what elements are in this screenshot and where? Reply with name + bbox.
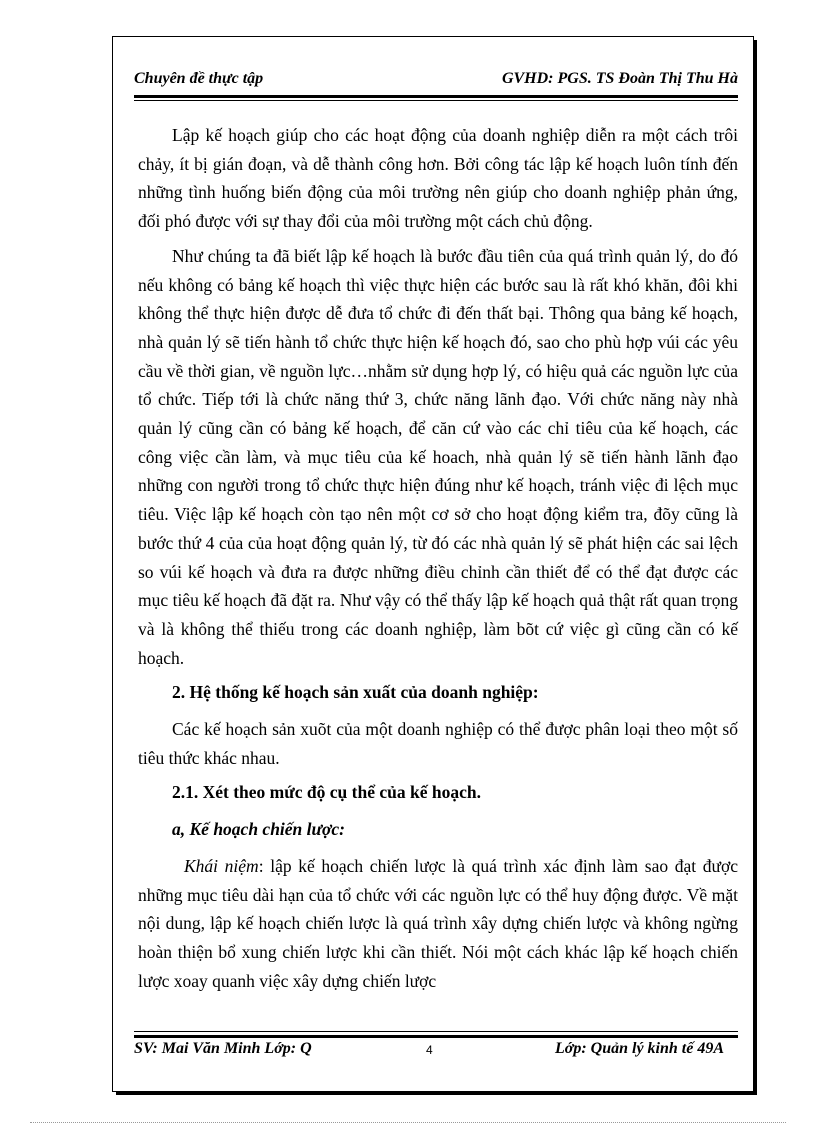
footer-class: Lớp: Quản lý kinh tế 49A <box>554 1040 724 1057</box>
paragraph-classification: Các kế hoạch sản xuõt của một doanh nghiệp có thể được phân loại theo một số tiêu thức khác nhau. <box>138 719 738 768</box>
header-rule-thin <box>134 100 738 101</box>
page-border-shadow-right <box>753 40 757 1094</box>
footer-rule-thin <box>134 1031 738 1032</box>
page-number: 4 <box>426 1043 433 1057</box>
page-footer <box>134 1040 738 1062</box>
header-rule-thick <box>134 95 738 98</box>
subsection-heading-a: a, Kế hoạch chiến lược: <box>172 819 345 840</box>
footer-rule-thick <box>134 1035 738 1038</box>
header-title: Chuyên đề thực tập <box>134 70 264 87</box>
page-border-shadow-bottom <box>116 1091 757 1095</box>
paragraph-concept <box>138 852 738 996</box>
header-supervisor: GVHD: PGS. TS Đoàn Thị Thu Hà <box>501 70 738 87</box>
page-header <box>134 70 738 92</box>
footer-student: SV: Mai Văn Minh Lớp: Q <box>134 1040 312 1057</box>
concept-label: Khái niệm <box>184 855 259 876</box>
page-content <box>138 121 738 995</box>
section-heading-2: 2. Hệ thống kế hoạch sản xuất của doanh nghiệp: <box>172 682 539 703</box>
paragraph-planning-role: Như chúng ta đã biết lập kế hoạch là bước đầu tiên của quá trình quản lý, do đó nếu không có bảng kế hoạch thì việc thực hiện các bước sau là rất khó khăn, đôi khi không thể thực hiện được dễ đưa tổ chức đi đến thất bại. Thông qua bảng kế hoạch, nhà quản lý sẽ tiến hành tổ chức thực hiện kế hoạch đó, sao cho phù hợp vúi các yêu cầu về thời gian, về nguồn lực…nhằm sử dụng hợp lý, có hiệu quả các nguồn lực của tổ chức. Tiếp tới là chức năng thứ 3, chức năng lãnh đạo. Với chức năng này nhà quản lý cũng cần có bảng kế hoạch, để căn cứ vào các chỉ tiêu của kế hoạch, các công việc cần làm, và mục tiêu của kế hoach, nhà quản lý sẽ tiến hành lãnh đạo những con người trong tổ chức thực hiện đúng như kế hoạch, tránh việc đi lệch mục tiêu. Việc lập kế hoạch còn tạo nên một cơ sở cho hoạt động kiểm tra, đõy cũng là bước thứ 4 của của hoạt động quản lý, từ đó các nhà quản lý sẽ phát hiện các sai lệch so vúi kế hoạch và đưa ra được những điều chỉnh cần thiết để có thể đạt được các mục tiêu kế hoạch đã đặt ra. Như vậy có thể thấy lập kế hoạch quả thật rất quan trọng và là không thể thiếu trong các doanh nghiệp, làm bõt cứ việc gì cũng cần có kế hoạch. <box>138 245 738 668</box>
paragraph-planning-benefits: Lập kế hoạch giúp cho các hoạt động của doanh nghiệp diễn ra một cách trôi chảy, ít bị gián đoạn, và dễ thành công hơn. Bởi công tác lập kế hoạch luôn tính đến những tình huống biến động của môi trường nên giúp cho doanh nghiệp phản ứng, đối phó được với sự thay đổi của môi trường một cách chủ động. <box>138 125 738 232</box>
concept-text: : lập kế hoạch chiến lược là quá trình xác định làm sao đạt được những mục tiêu dài hạn của tổ chức với các nguồn lực có thể huy động được. Về mặt nội dung, lập kế hoạch chiến lược là quá trình xây dựng chiến lược và không ngừng hoàn thiện bổ xung chiến lược khi cần thiết. Nói một cách khác lập kế hoạch chiến lược xoay quanh việc xây dựng chiến lược <box>138 855 739 991</box>
section-heading-2-1: 2.1. Xét theo mức độ cụ thể của kế hoạch. <box>172 782 481 803</box>
